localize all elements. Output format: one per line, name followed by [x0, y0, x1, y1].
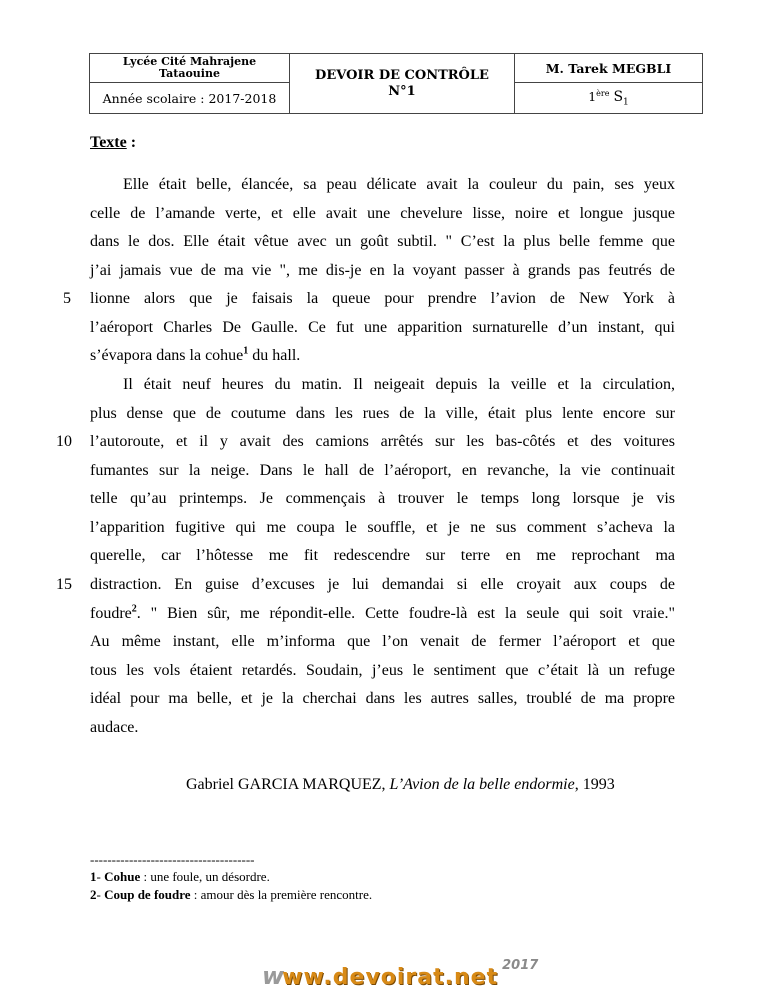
teacher-name: M. Tarek MEGBLI — [515, 54, 703, 83]
footnote-divider: -------------------------------------- — [90, 852, 255, 867]
text-line: l’autoroute, et il y avait des camions arrêtés sur les bas-côtés et des voitures — [90, 433, 675, 450]
text-line: j’ai jamais vue de ma vie ", me dis-je en la voyant passer à grands pas feutrés de — [90, 262, 675, 279]
footnote-1: 1- Cohue : une foule, un désordre. — [90, 869, 270, 884]
school-name: Lycée Cité Mahrajene Tataouine — [90, 54, 290, 83]
line-number: 10 — [56, 433, 72, 450]
text-line: fumantes sur la neige. Dans le hall de l’aéroport, en revanche, la vie continuait — [90, 462, 675, 479]
text-line: celle de l’amande verte, et elle avait une chevelure lisse, noire et longue jusque — [90, 205, 675, 222]
line-number: 5 — [63, 290, 71, 307]
header-table — [89, 53, 703, 114]
text-line: tous les vols étaient retardés. Soudain, j’eus le sentiment que c’était là un refuge — [90, 662, 675, 679]
text-line: l’apparition fugitive qui me coupa le souffle, et je ne sus comment s’acheva la — [90, 519, 675, 536]
text-line: audace. — [90, 719, 139, 736]
text-line: idéal pour ma belle, et je la cherchai dans les autres salles, troublé de ma propre — [90, 690, 675, 707]
text-line: plus dense que de coutume dans les rues de la ville, était plus lente encore sur — [90, 405, 675, 422]
watermark-logo: w ww.devoirat.net 2017 — [262, 958, 539, 990]
text-line: foudre$^2$. " Bien sûr, me répondit-elle. Cette foudre-là est la seule qui soit vraie." — [90, 603, 675, 622]
class-level: 1ère $S_1$ — [515, 83, 703, 114]
text-line: s’évapora dans la cohue$^1$ du hall. — [90, 345, 301, 364]
exam-title: DEVOIR DE CONTRÔLE N°1 — [290, 54, 515, 114]
text-line: querelle, car l’hôtesse me fit redescendre sur terre en me reprochant ma — [90, 547, 675, 564]
school-year: Année scolaire : 2017-2018 — [90, 83, 290, 114]
line-number: 15 — [56, 576, 72, 593]
text-line: Au même instant, elle m’informa que l’on venait de fermer l’aéroport et que — [90, 633, 675, 650]
attribution: Gabriel GARCIA MARQUEZ, L’Avion de la belle endormie, 1993 — [186, 776, 615, 793]
text-line: l’aéroport Charles De Gaulle. Ce fut une apparition surnaturelle d’un instant, qui — [90, 319, 675, 336]
text-line: dans le dos. Elle était vêtue avec un goût subtil. " C’est la plus belle femme que — [90, 233, 675, 250]
footnote-2: 2- Coup de foudre : amour dès la première rencontre. — [90, 887, 373, 902]
text-line: telle qu’au printemps. Je commençais à trouver le temps long lorsque je vis — [90, 490, 675, 507]
text-line: Il était neuf heures du matin. Il neigeait depuis la veille et la circulation, — [123, 376, 675, 393]
text-line: Elle était belle, élancée, sa peau délicate avait la couleur du pain, ses yeux — [123, 176, 675, 193]
text-line: lionne alors que je faisais la queue pour prendre l’avion de New York à — [90, 290, 675, 307]
text-line: distraction. En guise d’excuses je lui demandai si elle croyait aux coups de — [90, 576, 675, 593]
section-title: Texte : — [90, 134, 137, 151]
